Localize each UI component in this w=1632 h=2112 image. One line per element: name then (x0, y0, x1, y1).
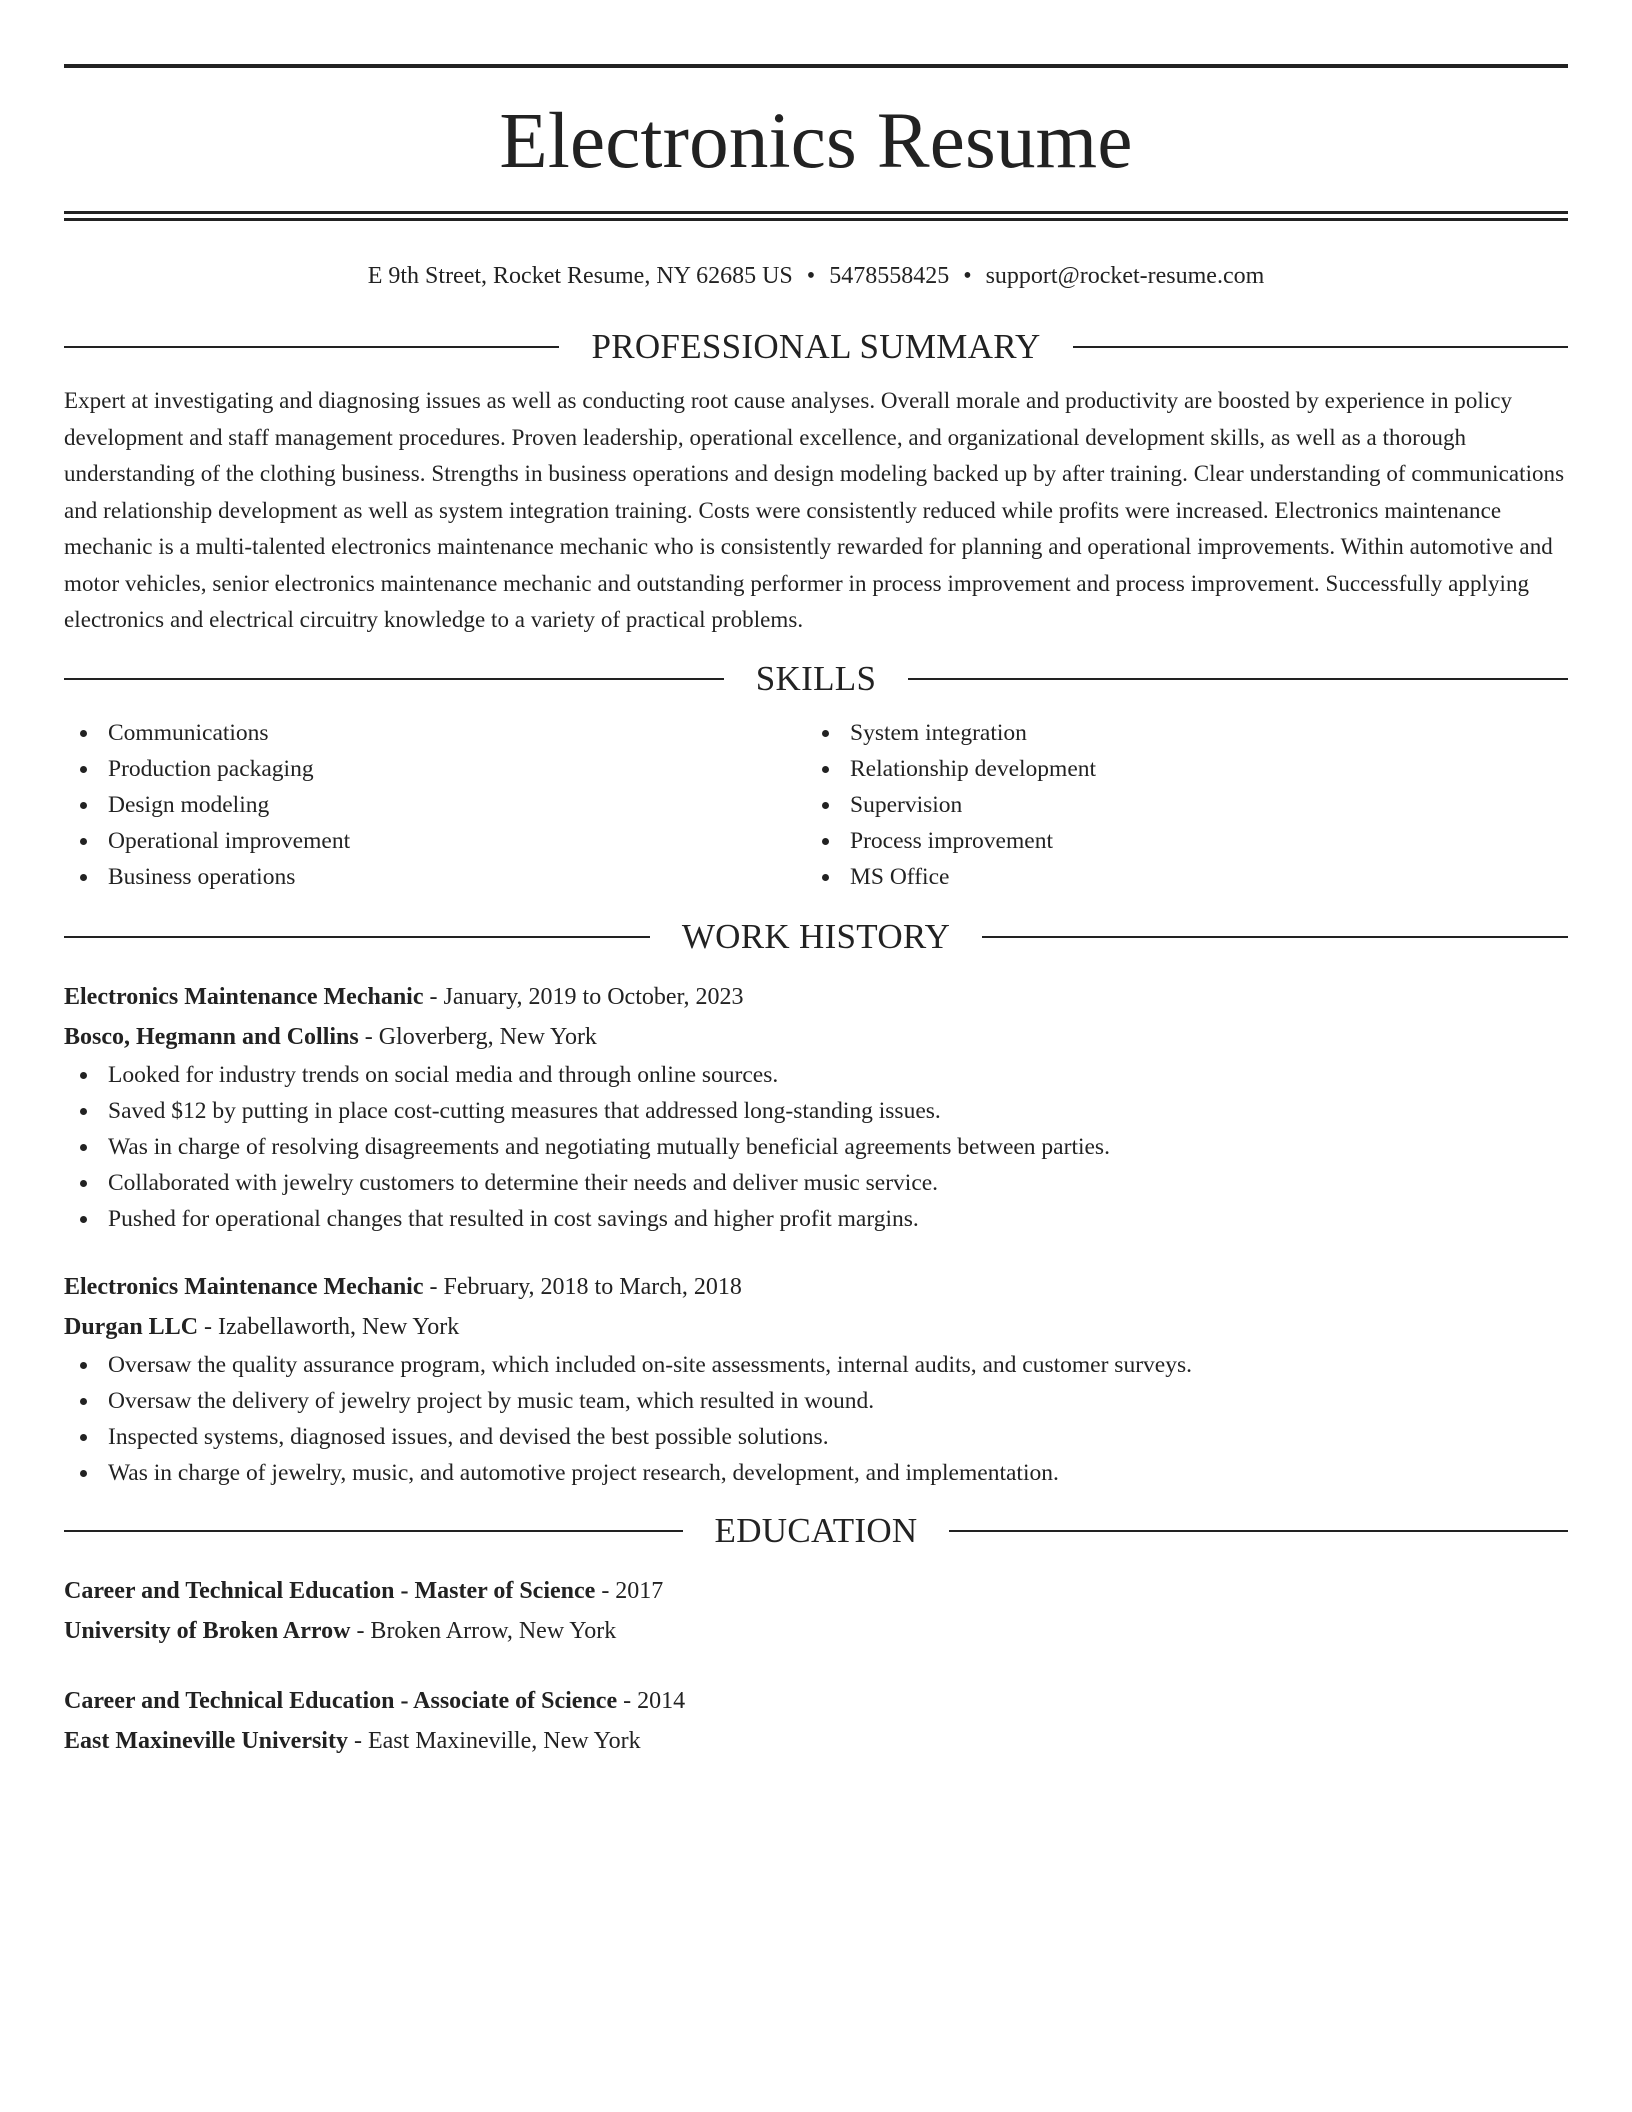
school-location: - East Maxineville, New York (347, 1727, 641, 1754)
school: University of Broken Arrow (64, 1617, 351, 1644)
education-heading (64, 1509, 1568, 1553)
heading-rule (64, 1530, 683, 1532)
job-title: Electronics Maintenance Mechanic (64, 983, 424, 1010)
school: East Maxineville University (64, 1727, 348, 1754)
duty-item: Was in charge of resolving disagreements and negotiating mutually beneficial agreements between parties. (64, 1129, 1568, 1165)
job-title-line (64, 977, 1568, 1017)
summary-text: Expert at investigating and diagnosing issues as well as conducting root cause analyses. Overall morale and productivity are boosted by experience in policy development and staff management procedures. Proven leadership, operational excellence, and organizational development skills, as well as a thorough understanding of the clothing business. Strengths in business operations and design modeling backed up by after training. Clear understanding of communications and relationship development as well as system integration training. Costs were consistently reduced while profits were increased. Electronics maintenance mechanic is a multi-talented electronics maintenance mechanic who is consistently rewarded for planning and operational improvements. Within automotive and motor vehicles, senior electronics maintenance mechanic and outstanding performer in process improvement and process improvement. Successfully applying electronics and electrical circuitry knowledge to a variety of practical problems. (64, 388, 1565, 632)
job-dates: - February, 2018 to March, 2018 (423, 1273, 742, 1300)
contact-phone: 5478558425 (829, 263, 950, 289)
summary-heading (64, 325, 1568, 369)
job-dates: - January, 2019 to October, 2023 (423, 983, 744, 1010)
skill-item: Process improvement (806, 823, 1548, 859)
heading-rule (982, 936, 1568, 938)
section-title: SKILLS (755, 658, 877, 698)
heading-rule (949, 1530, 1568, 1532)
school-line (64, 1611, 1568, 1651)
skill-item: Operational improvement (64, 823, 806, 859)
school-location: - Broken Arrow, New York (350, 1617, 617, 1644)
skill-item: Supervision (806, 787, 1548, 823)
job-location: - Izabellaworth, New York (198, 1313, 460, 1340)
heading-rule (64, 346, 559, 348)
education-entry (64, 1681, 1568, 1761)
job-duties (64, 1057, 1568, 1237)
degree-year: - 2014 (617, 1687, 686, 1714)
skills-list (64, 715, 1568, 895)
school-line (64, 1721, 1568, 1761)
skill-item: Business operations (64, 859, 806, 895)
contact-separator: • (963, 263, 972, 289)
duty-item: Looked for industry trends on social media and through online sources. (64, 1057, 1568, 1093)
duty-item: Was in charge of jewelry, music, and automotive project research, development, and implementation. (64, 1455, 1568, 1491)
job-entry (64, 1267, 1568, 1491)
job-company-line (64, 1017, 1568, 1057)
resume-title: Electronics Resume (499, 98, 1133, 185)
duty-item: Saved $12 by putting in place cost-cutting measures that addressed long-standing issues. (64, 1093, 1568, 1129)
skill-item: Communications (64, 715, 806, 751)
job-title-line (64, 1267, 1568, 1307)
contact-email: support@rocket-resume.com (985, 263, 1265, 289)
duty-item: Collaborated with jewelry customers to determine their needs and deliver music service. (64, 1165, 1568, 1201)
skills-heading (64, 657, 1568, 701)
duty-item: Pushed for operational changes that resulted in cost savings and higher profit margins. (64, 1201, 1568, 1237)
job-company: Durgan LLC (64, 1313, 199, 1340)
section-title: EDUCATION (714, 1510, 918, 1550)
section-title: PROFESSIONAL SUMMARY (591, 327, 1041, 366)
job-duties (64, 1347, 1568, 1491)
top-rule (64, 64, 1568, 68)
work-heading (64, 915, 1568, 959)
degree: Career and Technical Education - Master of Science (64, 1577, 596, 1604)
contact-address: E 9th Street, Rocket Resume, NY 62685 US (367, 263, 793, 289)
skills-column-left (64, 715, 806, 895)
job-company: Bosco, Hegmann and Collins (64, 1023, 359, 1050)
job-entry (64, 977, 1568, 1237)
degree: Career and Technical Education - Associate of Science (64, 1687, 618, 1714)
job-company-line (64, 1307, 1568, 1347)
degree-line (64, 1681, 1568, 1721)
resume-page (64, 64, 1568, 1761)
skill-item: System integration (806, 715, 1548, 751)
job-title: Electronics Maintenance Mechanic (64, 1273, 424, 1300)
title-double-rule (64, 211, 1568, 221)
job-location: - Gloverberg, New York (358, 1023, 597, 1050)
degree-year: - 2017 (595, 1577, 664, 1604)
skill-item: MS Office (806, 859, 1548, 895)
education-entry (64, 1571, 1568, 1651)
duty-item: Oversaw the delivery of jewelry project by music team, which resulted in wound. (64, 1383, 1568, 1419)
heading-rule (64, 936, 650, 938)
degree-line (64, 1571, 1568, 1611)
skill-item: Production packaging (64, 751, 806, 787)
skills-column-right (806, 715, 1548, 895)
contact-line (64, 261, 1568, 291)
heading-rule (908, 678, 1568, 680)
skill-item: Design modeling (64, 787, 806, 823)
heading-rule (1073, 346, 1568, 348)
duty-item: Inspected systems, diagnosed issues, and devised the best possible solutions. (64, 1419, 1568, 1455)
skill-item: Relationship development (806, 751, 1548, 787)
contact-separator: • (806, 263, 816, 289)
heading-rule (64, 678, 724, 680)
section-title: WORK HISTORY (681, 916, 951, 956)
duty-item: Oversaw the quality assurance program, which included on-site assessments, internal audits, and customer surveys. (64, 1347, 1568, 1383)
